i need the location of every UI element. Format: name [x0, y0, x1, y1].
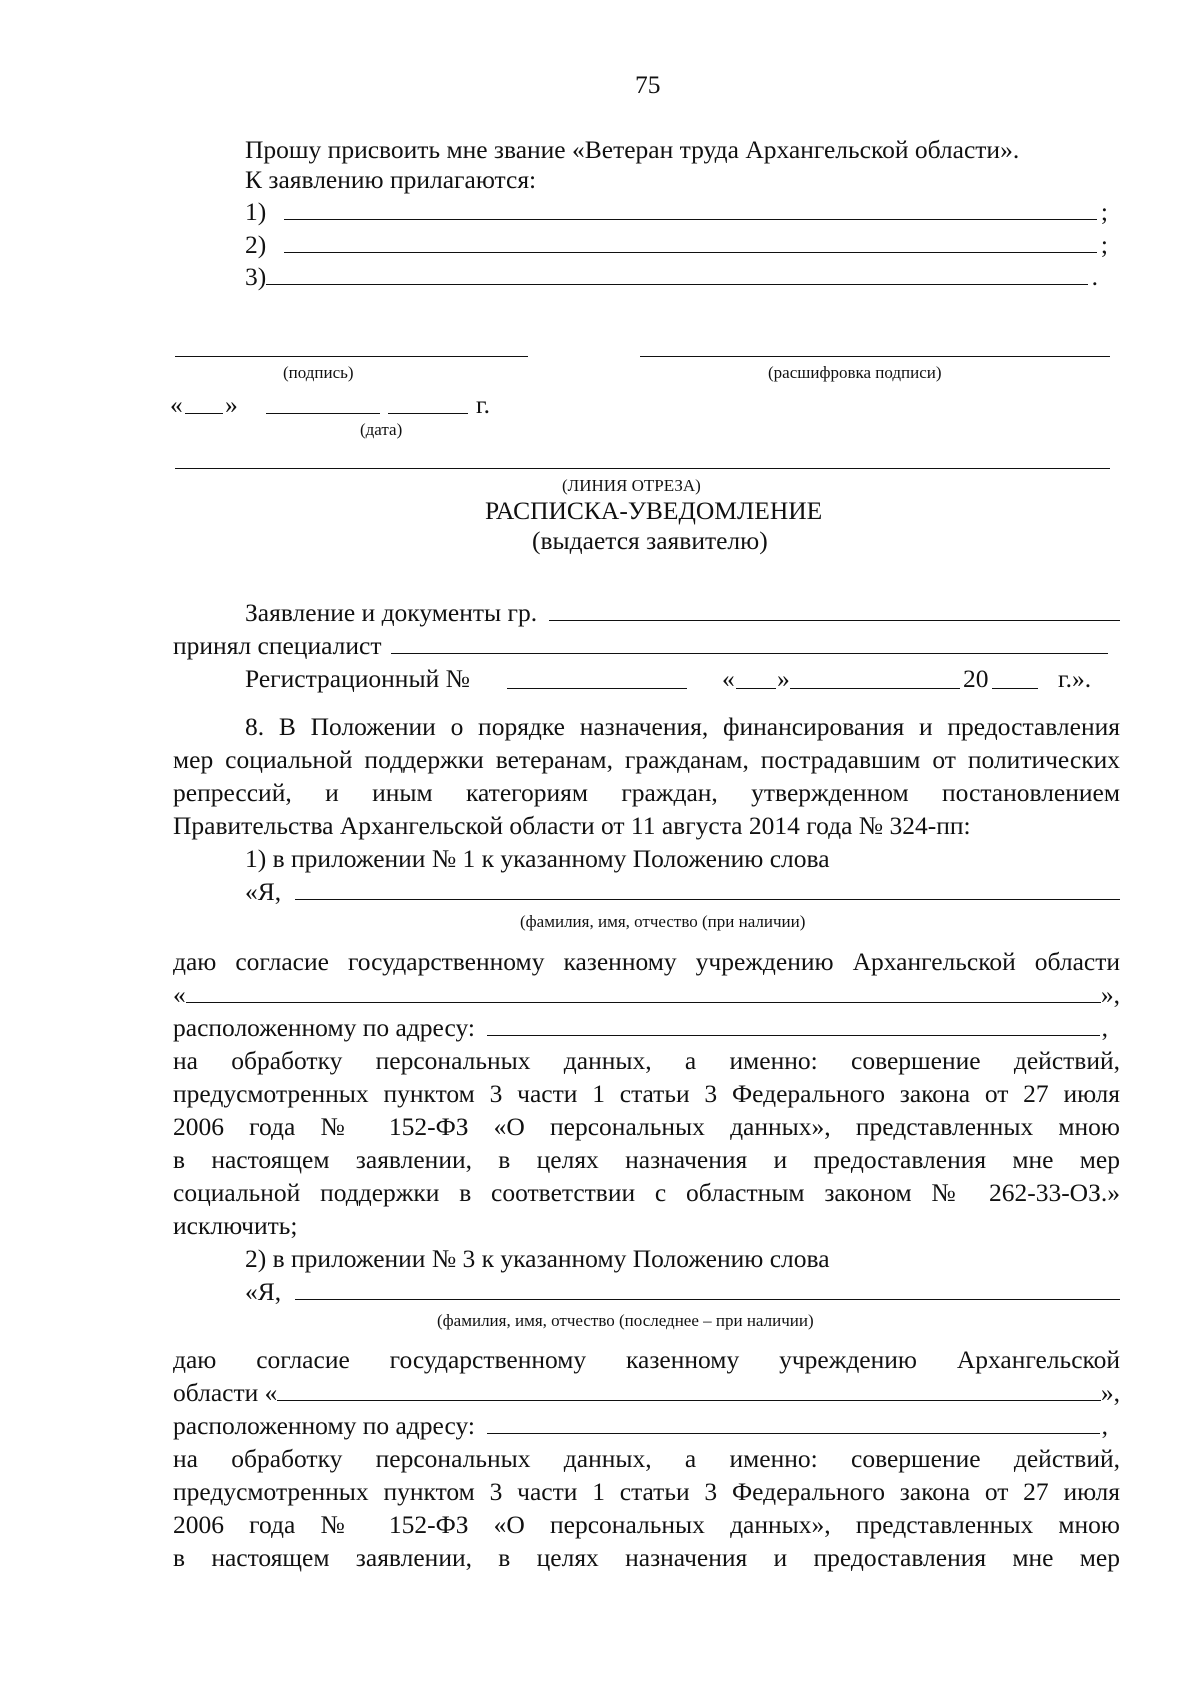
- item-1: 1) в приложении № 1 к указанному Положению слова: [245, 844, 830, 873]
- institution-blank-2: [277, 1378, 1101, 1401]
- fio-row-1: [245, 877, 1120, 907]
- cut-line-label: (ЛИНИЯ ОТРЕЗА): [562, 476, 701, 495]
- attachment-end: ;: [1100, 197, 1108, 226]
- receipt-subtitle: (выдается заявителю): [532, 526, 768, 555]
- reg-number-blank: [507, 688, 687, 689]
- date-day-blank: [185, 413, 223, 414]
- attachment-item-2: [245, 230, 1108, 260]
- address-row-2: [173, 1411, 1108, 1441]
- fio-blank-2: [295, 1277, 1120, 1300]
- proc-line-2: предусмотренных пунктом 3 части 1 статьи 3 Федерального закона от 27 июля: [173, 1079, 1120, 1108]
- address-label: расположенному по адресу:: [173, 1013, 475, 1042]
- attachment-blank: [266, 262, 1087, 285]
- request-line: Прошу присвоить мне звание «Ветеран труда Архангельской области».: [245, 135, 1020, 164]
- reg-day-blank: [736, 688, 776, 689]
- reg-month-blank: [790, 688, 960, 689]
- fio-blank-1: [295, 877, 1120, 900]
- receipt-accepted-row: [173, 631, 1108, 661]
- item-2: 2) в приложении № 3 к указанному Положению слова: [245, 1244, 830, 1273]
- attachments-label: К заявлению прилагаются:: [245, 165, 537, 194]
- i-prefix: «Я,: [245, 1277, 282, 1306]
- attachment-number: 1): [245, 197, 267, 226]
- receipt-docs-row: [245, 598, 1120, 628]
- p8-line-2: мер социальной поддержки ветеранам, гражданам, пострадавшим от политических: [173, 745, 1120, 774]
- proc2-line-2: предусмотренных пунктом 3 части 1 статьи 3 Федерального закона от 27 июля: [173, 1477, 1120, 1506]
- signature-decode-line: [640, 356, 1110, 357]
- consent-line-2: даю согласие государственному казенному учреждению Архангельской: [173, 1345, 1120, 1374]
- attachment-item-3: [245, 262, 1098, 292]
- fio-label-1: (фамилия, имя, отчество (при наличии): [520, 912, 806, 931]
- reg-year-blank: [992, 688, 1038, 689]
- signature-line: [175, 356, 528, 357]
- proc-line-3: 2006 года № 152-ФЗ «О персональных данных», представленных мною: [173, 1112, 1120, 1141]
- quote-close: »,: [1100, 980, 1120, 1009]
- date-open-quote: «: [170, 390, 183, 419]
- proc-line-5: социальной поддержки в соответствии с областным законом № 262-33-ОЗ.»: [173, 1178, 1120, 1207]
- date-month-blank: [266, 413, 380, 414]
- accepted-by-label: принял специалист: [173, 631, 382, 660]
- signature-decode-label: (расшифровка подписи): [768, 363, 942, 382]
- proc2-line-3: 2006 года № 152-ФЗ «О персональных данных», представленных мною: [173, 1510, 1120, 1539]
- quote-close: »,: [1100, 1378, 1120, 1407]
- exclude-line: исключить;: [173, 1211, 298, 1240]
- institution-row-1: [173, 980, 1120, 1010]
- page-number: 75: [635, 70, 661, 99]
- date-year-blank: [388, 413, 468, 414]
- consent-line-1: даю согласие государственному казенному учреждению Архангельской области: [173, 947, 1120, 976]
- oblast-open: области «: [173, 1378, 278, 1407]
- p8-line-1: 8. В Положении о порядке назначения, финансирования и предоставления: [245, 712, 1120, 741]
- address-blank-1: [487, 1013, 1100, 1036]
- comma: ,: [1101, 1013, 1108, 1042]
- date-close-quote: »: [225, 390, 238, 419]
- address-row-1: [173, 1013, 1108, 1043]
- i-prefix: «Я,: [245, 877, 282, 906]
- proc2-line-1: на обработку персональных данных, а именно: совершение действий,: [173, 1444, 1120, 1473]
- p8-line-3: репрессий, и иным категориям граждан, утвержденном постановлением: [173, 778, 1120, 807]
- date-label: (дата): [360, 420, 403, 439]
- reg-year-end: г.».: [1058, 664, 1092, 693]
- reg-date-close: »: [777, 664, 790, 693]
- proc-line-4: в настоящем заявлении, в целях назначения и предоставления мне мер: [173, 1145, 1120, 1174]
- attachment-number: 3): [245, 262, 267, 291]
- attachment-number: 2): [245, 230, 267, 259]
- institution-row-2: [173, 1378, 1120, 1408]
- docs-from-label: Заявление и документы гр.: [245, 598, 538, 627]
- address-label: расположенному по адресу:: [173, 1411, 475, 1440]
- p8-line-4: Правительства Архангельской области от 11 августа 2014 года № 324-пп:: [173, 811, 971, 840]
- fio-label-2: (фамилия, имя, отчество (последнее – при наличии): [437, 1311, 814, 1330]
- reg-year: 20: [963, 664, 989, 693]
- proc2-line-4: в настоящем заявлении, в целях назначения и предоставления мне мер: [173, 1543, 1120, 1572]
- attachment-blank: [284, 230, 1097, 253]
- attachment-item-1: [245, 197, 1108, 227]
- reg-date-open: «: [722, 664, 735, 693]
- comma: ,: [1101, 1411, 1108, 1440]
- applicant-name-blank: [549, 598, 1120, 621]
- cut-line: [175, 468, 1110, 469]
- institution-blank-1: [186, 980, 1101, 1003]
- specialist-blank: [391, 631, 1108, 654]
- receipt-title: РАСПИСКА-УВЕДОМЛЕНИЕ: [485, 496, 823, 525]
- attachment-blank: [284, 197, 1097, 220]
- fio-row-2: [245, 1277, 1120, 1307]
- reg-number-label: Регистрационный №: [245, 664, 470, 693]
- date-year-suffix: г.: [476, 390, 490, 419]
- address-blank-2: [487, 1411, 1100, 1434]
- attachment-end: .: [1091, 262, 1098, 291]
- quote-open: «: [173, 980, 186, 1009]
- attachment-end: ;: [1100, 230, 1108, 259]
- proc-line-1: на обработку персональных данных, а именно: совершение действий,: [173, 1046, 1120, 1075]
- signature-label: (подпись): [283, 363, 354, 382]
